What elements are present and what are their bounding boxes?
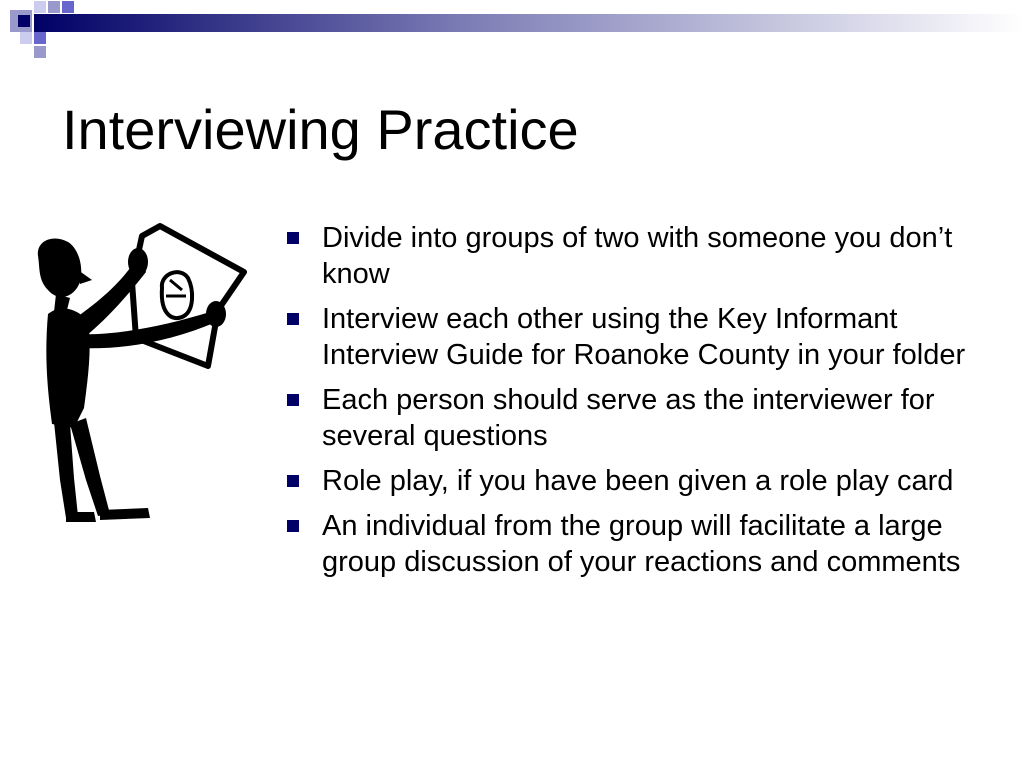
bullet-text: Interview each other using the Key Informant Interview Guide for Roanoke County in your folder <box>322 303 966 371</box>
person-holding-sign-icon <box>30 218 252 530</box>
square-bullet-icon <box>287 475 299 487</box>
header-decoration <box>0 0 1024 60</box>
list-item <box>284 382 994 454</box>
bullet-text: An individual from the group will facilitate a large group discussion of your reactions and comments <box>322 510 961 578</box>
list-item <box>284 220 994 292</box>
bullet-text: Role play, if you have been given a role play card <box>322 465 954 497</box>
list-item <box>284 508 994 580</box>
bullet-text: Each person should serve as the interviewer for several questions <box>322 384 935 452</box>
list-item <box>284 463 994 499</box>
bullet-list <box>284 220 994 589</box>
list-item <box>284 301 994 373</box>
bullet-text: Divide into groups of two with someone you don’t know <box>322 222 953 290</box>
square-bullet-icon <box>287 313 299 325</box>
square-bullet-icon <box>287 520 299 532</box>
square-bullet-icon <box>287 232 299 244</box>
square-bullet-icon <box>287 394 299 406</box>
slide-title: Interviewing Practice <box>62 98 579 161</box>
